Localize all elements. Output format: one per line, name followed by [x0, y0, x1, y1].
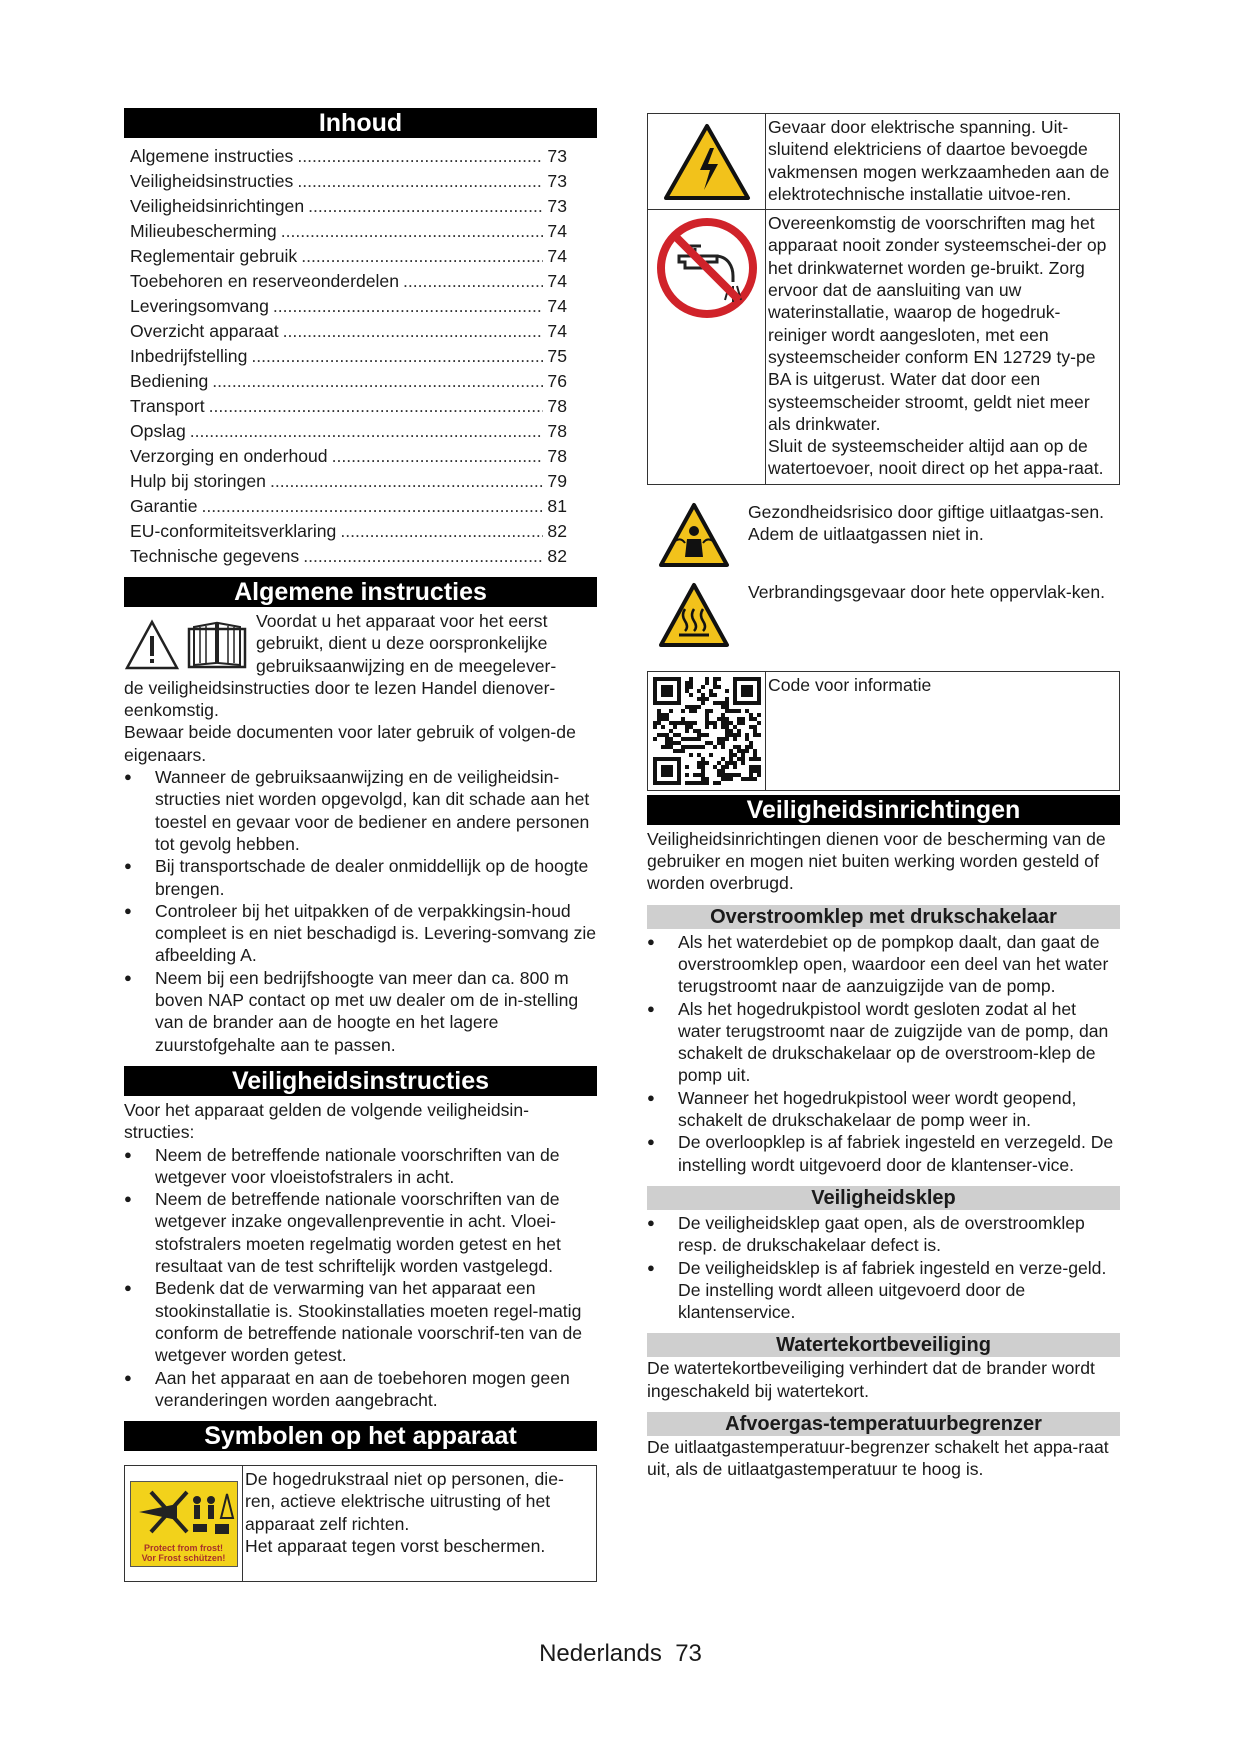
toc-entry[interactable] [124, 444, 597, 469]
toc-entry-label: Veiligheidsinrichtingen [130, 196, 305, 216]
toc-entry-label: Overzicht apparaat [130, 321, 279, 341]
toc-leader-dots [297, 169, 543, 194]
toc-entry-page: 79 [547, 471, 567, 491]
toc-entry-page: 76 [547, 371, 567, 391]
list-item: ● Als het waterdebiet op de pompkop daalt, dan gaat de overstroomklep open, waardoor een deel van het water terugstroomt naar de aanzuigzijde van de pomp. [647, 931, 1120, 998]
page-number: 73 [675, 1640, 702, 1667]
overflow-bullet-list [647, 931, 1120, 1176]
toc-entry[interactable] [124, 419, 597, 444]
general-instructions-heading: Algemene instructies [124, 577, 597, 607]
frost-warning-text: Het apparaat tegen vorst beschermen. [245, 1535, 546, 1556]
toc-leader-dots [297, 144, 543, 169]
qr-code-icon[interactable] [653, 677, 761, 785]
exhaust-symbol-cell [647, 501, 740, 569]
water-symbol-table [647, 210, 1120, 485]
general-intro-rest: de veiligheidsinstructies door te lezen Handel dienover-eenkomstig. [124, 677, 556, 721]
right-column [647, 113, 1120, 1481]
toc-entry-page: 82 [547, 521, 567, 541]
list-item: ● Wanneer de gebruiksaanwijzing en de veiligheidsin-structies niet worden opgevolgd, kan dit schade aan het toestel en gevaar voor de bediener en andere personen tot gevolg hebben. [124, 766, 597, 855]
page-footer [0, 1640, 1241, 1668]
low-water-heading: Watertekortbeveiliging [647, 1333, 1120, 1357]
toc-entry[interactable] [124, 394, 597, 419]
list-item: ● De overloopklep is af fabriek ingesteld en verzegeld. De instelling wordt uitgevoerd door de klantenser-vice. [647, 1131, 1120, 1176]
toc-leader-dots [340, 519, 543, 544]
toc-entry[interactable] [124, 369, 597, 394]
toc-leader-dots [308, 194, 543, 219]
table-of-contents [124, 144, 597, 569]
qr-text: Code voor informatie [768, 674, 932, 695]
general-keep-docs: Bewaar beide documenten voor later gebruik of volgen-de eigenaars. [124, 722, 576, 765]
list-item: ● Neem de betreffende nationale voorschriften van de wetgever voor vloeistofstralers in acht. [124, 1144, 597, 1189]
toc-leader-dots [283, 319, 544, 344]
list-item: ● Neem de betreffende nationale voorschriften van de wetgever inzake ongevallenpreventie in acht. Vloei-stofstralers moeten regelmatig worden getest en het resultaat van de test schriftelijk worden vastgelegd. [124, 1188, 597, 1277]
toc-entry[interactable] [124, 169, 597, 194]
safety-devices-intro: Veiligheidsinrichtingen dienen voor de bescherming van de gebruiker en mogen niet buiten werking worden gesteld of worden overbrugd. [647, 828, 1106, 894]
general-intro-lines [256, 610, 597, 677]
toc-entry[interactable] [124, 519, 597, 544]
list-item: ● De veiligheidsklep gaat open, als de overstroomklep resp. de drukschakelaar defect is. [647, 1212, 1120, 1257]
symbols-text [243, 1466, 596, 1581]
water-text-p1: Overeenkomstig de voorschriften mag het apparaat nooit zonder systeemschei-der op het drinkwaternet worden ge-bruikt. Zorg ervoor dat de aansluiting van uw waterinstallatie, waarop de hogedruk-reiniger wordt aangesloten, met een systeemscheider conform EN 12729 ty-pe BA is uitgerust. Water dat door een systeemscheider stroomt, geldt niet meer als drinkwater. [768, 213, 1107, 434]
toc-title: Inhoud [124, 108, 597, 138]
low-water-text: De watertekortbeveiliging verhindert dat de brander wordt ingeschakeld bij watertekort. [647, 1358, 1095, 1401]
toc-entry-label: Toebehoren en reserveonderdelen [130, 271, 399, 291]
safety-intro: Voor het apparaat gelden de volgende veiligheidsin-structies: [124, 1099, 529, 1143]
toc-leader-dots [270, 469, 543, 494]
toc-entry-label: Milieubescherming [130, 221, 277, 241]
safety-valve-bullet-list [647, 1212, 1120, 1323]
toc-entry-page: 78 [547, 396, 567, 416]
toc-entry-page: 74 [547, 221, 567, 241]
toc-entry[interactable] [124, 144, 597, 169]
toc-entry-label: EU-conformiteitsverklaring [130, 521, 337, 541]
toc-entry-label: Verzorging en onderhoud [130, 446, 328, 466]
exhaust-temp-heading: Afvoergas-temperatuurbegrenzer [647, 1412, 1120, 1436]
toc-entry[interactable] [124, 219, 597, 244]
toxic-exhaust-icon [657, 501, 731, 569]
toc-leader-dots [201, 494, 543, 519]
toc-leader-dots [403, 269, 543, 294]
exhaust-text: Gezondheidsrisico door giftige uitlaatgas-sen. Adem de uitlaatgassen niet in. [748, 501, 1104, 545]
exhaust-row [647, 501, 1120, 569]
overflow-valve-heading: Overstroomklep met drukschakelaar [647, 905, 1120, 929]
toc-entry-page: 75 [547, 346, 567, 366]
no-spray-icon [131, 1482, 237, 1538]
toc-entry-page: 81 [547, 496, 567, 516]
general-bullet-list [124, 766, 597, 1056]
toc-entry-page: 78 [547, 421, 567, 441]
exhaust-temp-text: De uitlaatgastemperatuur-begrenzer schakelt het appa-raat uit, als de uitlaatgastemperatuur te hoog is. [647, 1436, 1109, 1480]
intro-line-3: gebruiksaanwijzing en de meegelever- [256, 655, 557, 676]
toc-leader-dots [212, 369, 543, 394]
jet-warning-label [130, 1481, 238, 1567]
toc-entry-label: Leveringsomvang [130, 296, 269, 316]
toc-leader-dots [273, 294, 544, 319]
list-item: ● De veiligheidsklep is af fabriek ingesteld en verze-geld. De instelling wordt alleen uitgevoerd door de klantenservice. [647, 1257, 1120, 1324]
toc-entry-label: Transport [130, 396, 205, 416]
toc-entry-page: 73 [547, 196, 567, 216]
safety-instructions-heading: Veiligheidsinstructies [124, 1066, 597, 1096]
toc-entry-label: Inbedrijfstelling [130, 346, 248, 366]
frost-label-line2: Vor Frost schützen! [141, 1552, 226, 1563]
toc-entry-page: 74 [547, 321, 567, 341]
toc-entry-page: 74 [547, 296, 567, 316]
toc-entry-label: Bediening [130, 371, 209, 391]
no-drinking-water-connection-icon [655, 216, 759, 320]
electric-hazard-icon [662, 122, 752, 202]
water-text-p2: Sluit de systeemscheider altijd aan op de watertoevoer, nooit direct op het appa-raat. [768, 436, 1104, 479]
toc-entry-page: 74 [547, 271, 567, 291]
toc-entry[interactable] [124, 544, 597, 569]
toc-entry-label: Hulp bij storingen [130, 471, 266, 491]
toc-entry-page: 78 [547, 446, 567, 466]
toc-entry-label: Algemene instructies [130, 146, 294, 166]
left-column [124, 108, 597, 1582]
toc-entry-page: 82 [547, 546, 567, 566]
symbols-table [124, 1465, 597, 1582]
burn-text: Verbrandingsgevaar door hete oppervlak-ken. [748, 581, 1105, 602]
toc-leader-dots [251, 344, 543, 369]
electric-symbol-table [647, 113, 1120, 210]
general-intro-block [124, 610, 597, 677]
list-item: ● Bij transportschade de dealer onmiddellijk op de hoogte brengen. [124, 855, 597, 900]
warning-triangle-icon [124, 619, 180, 671]
hot-surface-icon [657, 581, 731, 649]
intro-line-2: gebruikt, dient u deze oorspronkelijke [256, 633, 548, 654]
frost-label-line1: Protect from frost! [143, 1542, 223, 1553]
burn-symbol-cell [647, 581, 740, 649]
list-item: ● Wanneer het hogedrukpistool weer wordt geopend, schakelt de drukschakelaar de pomp weer in. [647, 1087, 1120, 1132]
toc-entry[interactable] [124, 294, 597, 319]
toc-entry[interactable] [124, 344, 597, 369]
footer-language: Nederlands [539, 1640, 662, 1667]
toc-entry-label: Veiligheidsinstructies [130, 171, 294, 191]
intro-line-1: Voordat u het apparaat voor het eerst [256, 611, 548, 631]
list-item: ● Controleer bij het uitpakken of de verpakkingsin-houd compleet is en niet beschadigd is. Levering-somvang zie afbeelding A. [124, 900, 597, 967]
qr-symbol-cell [648, 672, 766, 790]
toc-leader-dots [303, 544, 543, 569]
toc-entry[interactable] [124, 319, 597, 344]
qr-table [647, 671, 1120, 791]
water-text [766, 210, 1119, 484]
toc-entry-page: 73 [547, 146, 567, 166]
toc-leader-dots [332, 444, 544, 469]
toc-entry-page: 74 [547, 246, 567, 266]
electric-symbol-cell [648, 114, 766, 209]
read-manual-symbols [124, 610, 256, 677]
toc-leader-dots [301, 244, 543, 269]
safety-valve-heading: Veiligheidsklep [647, 1186, 1120, 1210]
toc-entry[interactable] [124, 269, 597, 294]
toc-entry-label: Reglementair gebruik [130, 246, 298, 266]
device-label-symbol [125, 1466, 243, 1581]
toc-leader-dots [190, 419, 544, 444]
toc-entry-page: 73 [547, 171, 567, 191]
jet-warning-text: De hogedrukstraal niet op personen, die-ren, actieve elektrische uitrusting of het apparaat zelf richten. [245, 1469, 564, 1534]
electric-text: Gevaar door elektrische spanning. Uit-sluitend elektriciens of daartoe bevoegde vakmensen mogen werkzaamheden aan de elektrotechnische installatie uitvoe-ren. [768, 117, 1110, 204]
toc-leader-dots [281, 219, 544, 244]
list-item: ● Bedenk dat de verwarming van het apparaat een stookinstallatie is. Stookinstallaties moeten regel-matig conform de betreffende nationale voorschrif-ten van de wetgever worden getest. [124, 1277, 597, 1366]
toc-entry-label: Garantie [130, 496, 198, 516]
list-item: ● Aan het apparaat en aan de toebehoren mogen geen veranderingen worden aangebracht. [124, 1367, 597, 1412]
toc-entry[interactable] [124, 244, 597, 269]
symbols-heading: Symbolen op het apparaat [124, 1421, 597, 1451]
safety-bullet-list [124, 1144, 597, 1412]
toc-entry[interactable] [124, 194, 597, 219]
toc-entry[interactable] [124, 494, 597, 519]
toc-entry-label: Opslag [130, 421, 186, 441]
manual-book-icon [186, 619, 248, 671]
toc-entry[interactable] [124, 469, 597, 494]
safety-devices-heading: Veiligheidsinrichtingen [647, 795, 1120, 825]
list-item: ● Als het hogedrukpistool wordt gesloten zodat al het water terugstroomt naar de zuigzijde van de pomp, dan schakelt de drukschakelaar op de overstroom-klep de pomp uit. [647, 998, 1120, 1087]
list-item: ● Neem bij een bedrijfshoogte van meer dan ca. 800 m boven NAP contact op met uw dealer om de in-stelling van de brander aan de hoogte en het lagere zuurstofgehalte aan te passen. [124, 967, 597, 1056]
water-symbol-cell [648, 210, 766, 484]
toc-leader-dots [209, 394, 544, 419]
toc-entry-label: Technische gegevens [130, 546, 300, 566]
burn-row [647, 581, 1120, 649]
